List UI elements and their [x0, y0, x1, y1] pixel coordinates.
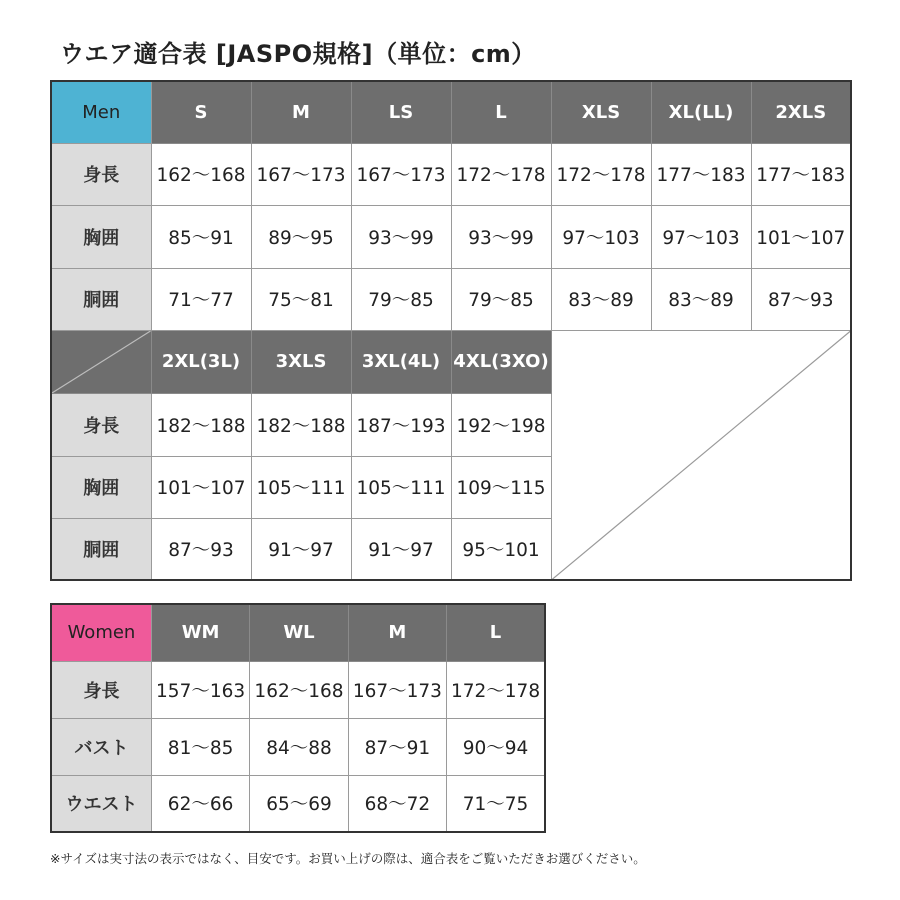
table-cell: 93〜99: [451, 205, 551, 268]
table-cell: 177〜183: [651, 143, 751, 205]
table-cell: 87〜93: [151, 518, 251, 580]
table-cell: 62〜66: [151, 775, 249, 832]
row-label-chest: 胸囲: [51, 456, 151, 518]
empty-area: [551, 330, 851, 580]
table-cell: 71〜75: [447, 775, 545, 832]
row-label-waist: 胴囲: [51, 268, 151, 330]
table-cell: 105〜111: [351, 456, 451, 518]
table-cell: 89〜95: [251, 205, 351, 268]
size-header: 3XLS: [251, 330, 351, 393]
table-cell: 85〜91: [151, 205, 251, 268]
size-header: M: [251, 81, 351, 143]
size-header: 4XL(3XO): [451, 330, 551, 393]
size-header: L: [451, 81, 551, 143]
table-cell: 162〜168: [250, 661, 348, 718]
men-label: Men: [51, 81, 151, 143]
table-cell: 101〜107: [751, 205, 851, 268]
table-cell: 71〜77: [151, 268, 251, 330]
women-size-table: [50, 603, 546, 833]
size-header: S: [151, 81, 251, 143]
size-header: 2XLS: [751, 81, 851, 143]
table-cell: 81〜85: [151, 718, 249, 775]
table-cell: 97〜103: [651, 205, 751, 268]
size-header: XL(LL): [651, 81, 751, 143]
table-cell: 83〜89: [551, 268, 651, 330]
table-cell: 167〜173: [348, 661, 446, 718]
table-cell: 105〜111: [251, 456, 351, 518]
table-cell: 162〜168: [151, 143, 251, 205]
table-cell: 91〜97: [351, 518, 451, 580]
table-cell: 87〜91: [348, 718, 446, 775]
row-label-bust: バスト: [51, 718, 151, 775]
row-label-height: 身長: [51, 143, 151, 205]
table-cell: 90〜94: [447, 718, 545, 775]
table-cell: 87〜93: [751, 268, 851, 330]
footnote: ※サイズは実寸法の表示ではなく、目安です。お買い上げの際は、適合表をご覧いただきお選びください。: [50, 851, 646, 866]
size-header: L: [447, 604, 545, 661]
row-label-height: 身長: [51, 393, 151, 456]
table-cell: 97〜103: [551, 205, 651, 268]
table-cell: 187〜193: [351, 393, 451, 456]
table-cell: 83〜89: [651, 268, 751, 330]
table-cell: 84〜88: [250, 718, 348, 775]
table-cell: 91〜97: [251, 518, 351, 580]
men-size-table: [50, 80, 852, 581]
table-cell: 68〜72: [348, 775, 446, 832]
table-cell: 167〜173: [351, 143, 451, 205]
size-header: WL: [250, 604, 348, 661]
size-header: WM: [151, 604, 249, 661]
table-cell: 109〜115: [451, 456, 551, 518]
table-cell: 65〜69: [250, 775, 348, 832]
women-label: Women: [51, 604, 151, 661]
table-cell: 177〜183: [751, 143, 851, 205]
table-cell: 79〜85: [351, 268, 451, 330]
table-cell: 167〜173: [251, 143, 351, 205]
size-header: M: [348, 604, 446, 661]
table-cell: 79〜85: [451, 268, 551, 330]
size-header: 2XL(3L): [151, 330, 251, 393]
table-cell: 101〜107: [151, 456, 251, 518]
corner-cell: [51, 330, 151, 393]
table-cell: 95〜101: [451, 518, 551, 580]
table-cell: 172〜178: [447, 661, 545, 718]
size-header: 3XL(4L): [351, 330, 451, 393]
table-cell: 157〜163: [151, 661, 249, 718]
table-cell: 192〜198: [451, 393, 551, 456]
page-title: ウエア適合表 [JASPO規格]（単位：cm）: [60, 40, 536, 68]
table-cell: 172〜178: [551, 143, 651, 205]
row-label-waist: 胴囲: [51, 518, 151, 580]
empty-area-diagonal: [552, 331, 851, 580]
row-label-chest: 胸囲: [51, 205, 151, 268]
table-cell: 75〜81: [251, 268, 351, 330]
table-cell: 93〜99: [351, 205, 451, 268]
table-cell: 172〜178: [451, 143, 551, 205]
row-label-waist: ウエスト: [51, 775, 151, 832]
table-cell: 182〜188: [251, 393, 351, 456]
size-header: XLS: [551, 81, 651, 143]
size-header: LS: [351, 81, 451, 143]
row-label-height: 身長: [51, 661, 151, 718]
corner-diagonal: [52, 331, 151, 393]
table-cell: 182〜188: [151, 393, 251, 456]
